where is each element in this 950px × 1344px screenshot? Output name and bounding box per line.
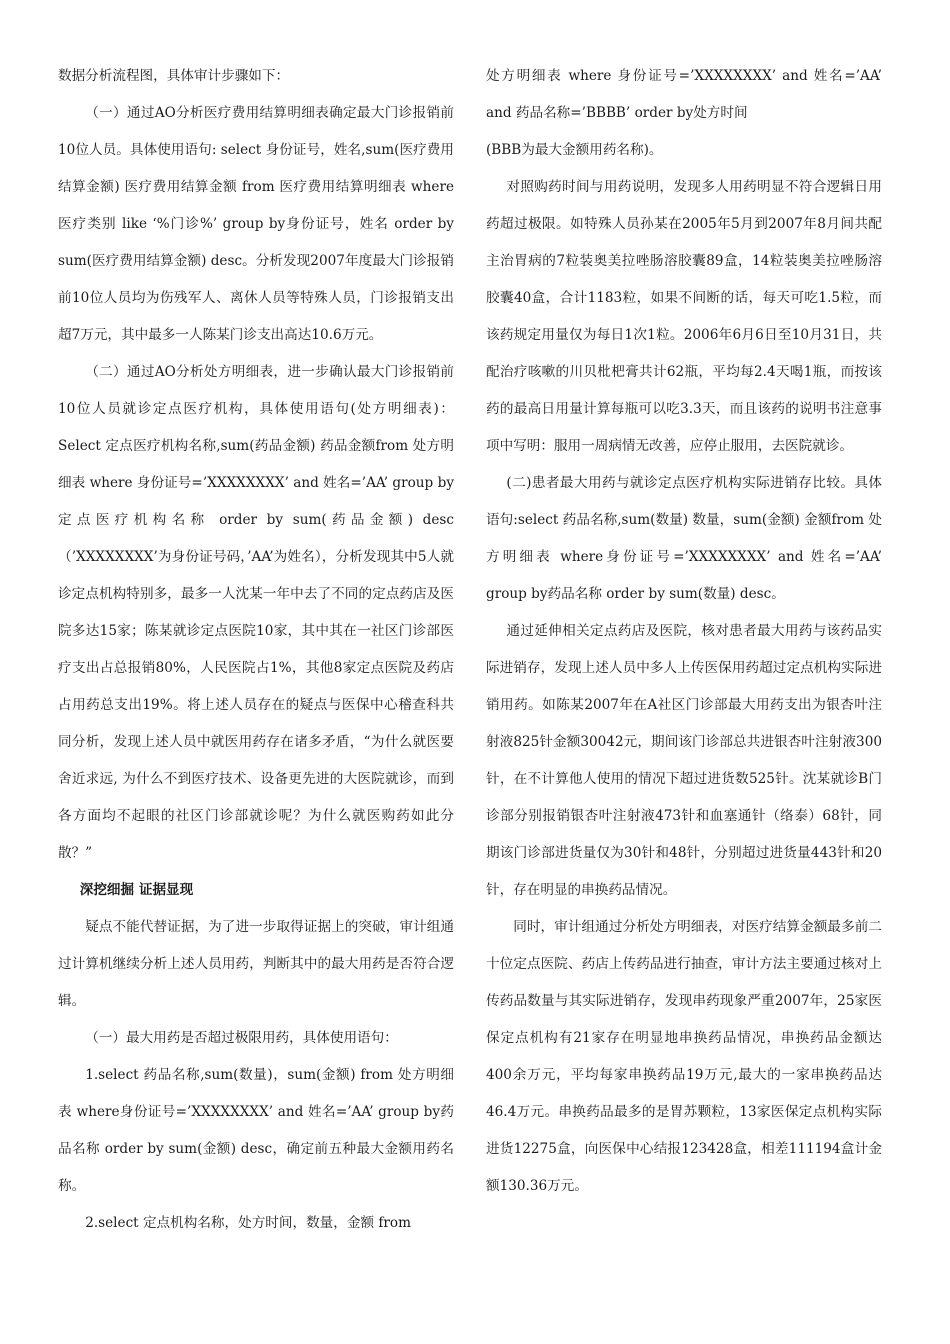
left-column — [58, 58, 454, 1242]
right-column — [486, 58, 882, 1205]
paragraph: 对照购药时间与用药说明，发现多人用药明显不符合逻辑日用药超过极限。如特殊人员孙某在2005年5月到2007年8月间共配主治胃病的7粒装奥美拉唑肠溶胶囊89盒，14粒装奥美拉唑肠溶胶囊40盒，合计1183粒，如果不间断的话，每天可吃1.5粒，而该药规定用量仅为每日1次1粒。2006年6月6日至10月31日，共配治疗咳嗽的川贝枇杷膏共计62瓶，平均每2.4天喝1瓶，而按该药的最高日用量计算每瓶可以吃3.3天，而且该药的说明书注意事项中写明：服用一周病情无改善，应停止服用，去医院就诊。 — [486, 179, 882, 454]
section-heading: 深挖细掘 证据显现 — [79, 882, 194, 898]
paragraph: （一）最大用药是否超过极限用药，具体使用语句： — [85, 1030, 398, 1046]
paragraph: 同时，审计组通过分析处方明细表，对医疗结算金额最多前二十位定点医院、药店上传药品进行抽查，审计方法主要通过核对上传药品数量与其实际进销存，发现串药现象严重2007年，25家医保定点机构有21家存在明显地串换药品情况，串换药品金额达400余万元，平均每家串换药品19万元,最大的一家串换药品达46.4万元。串换药品最多的是胃苏颗粒，13家医保定点机构实际进货12275盒，向医保中心结报123428盒，相差111194盒计金额130.36万元。 — [486, 919, 882, 1194]
paragraph: (BBB为最大金额用药名称)。 — [486, 142, 663, 158]
paragraph: (二)患者最大用药与就诊定点医疗机构实际进销存比较。具体语句:select 药品名称,sum(数量) 数量，sum(金额) 金额from 处方明细表 where身份证号=’XXXXXXXX’ and 姓名=’AA’ group by药品名称 order by sum(数量) desc。 — [486, 475, 882, 602]
paragraph: 数据分析流程图，具体审计步骤如下： — [58, 68, 290, 84]
paragraph: 疑点不能代替证据，为了进一步取得证据上的突破，审计组通过计算机继续分析上述人员用药，判断其中的最大用药是否符合逻辑。 — [58, 919, 454, 1009]
paragraph: 通过延伸相关定点药店及医院，核对患者最大用药与该药品实际进销存，发现上述人员中多人上传医保用药超过定点机构实际进销用药。如陈某2007年在A社区门诊部最大用药支出为银杏叶注射液825针金额30042元，期间该门诊部总共进银杏叶注射液300针，在不计算他人使用的情况下超过进货数525针。沈某就诊B门诊部分别报销银杏叶注射液473针和血塞通针（络泰）68针，同期该门诊部进货量仅为30针和48针，分别超过进货量443针和20针，存在明显的串换药品情况。 — [486, 623, 882, 898]
paragraph: 1.select 药品名称,sum(数量)，sum(金额) from 处方明细表 where身份证号=’XXXXXXXX’ and 姓名=’AA’ group by药品名称 order by sum(金额) desc，确定前五种最大金额用药名称。 — [58, 1067, 454, 1194]
paragraph: （一）通过AO分析医疗费用结算明细表确定最大门诊报销前10位人员。具体使用语句: select 身份证号，姓名,sum(医疗费用结算金额) 医疗费用结算金额 from 医疗费用结算明细表 where 医疗类别 like ‘%门诊%’ group by身份证号，姓名 order by sum(医疗费用结算金额) desc。分析发现2007年度最大门诊报销前10位人员均为伤残军人、离休人员等特殊人员，门诊报销支出超7万元，其中最多一人陈某门诊支出高达10.6万元。 — [58, 105, 454, 343]
paragraph: 2.select 定点机构名称，处方时间，数量，金额 from — [85, 1215, 411, 1231]
paragraph: （二）通过AO分析处方明细表，进一步确认最大门诊报销前10位人员就诊定点医疗机构，具体使用语句(处方明细表)：Select 定点医疗机构名称,sum(药品金额) 药品金额from 处方明细表 where 身份证号=’XXXXXXXX’ and 姓名=’AA’ group by定点医疗机构名称 order by sum(药品金额) desc（’XXXXXXXX’为身份证号码，’AA’为姓名），分析发现其中5人就诊定点机构特别多，最多一人沈某一年中去了不同的定点药店及医院多达15家；陈某就诊定点医院10家，其中其在一社区门诊部医疗支出占总报销80%，人民医院占1%，其他8家定点医院及药店占用药总支出19%。将上述人员存在的疑点与医保中心稽查科共同分析，发现上述人员中就医用药存在诸多矛盾，“为什么就医要舍近求远, 为什么不到医疗技术、设备更先进的大医院就诊，而到各方面均不起眼的社区门诊部就诊呢？为什么就医购药如此分散？” — [58, 364, 454, 861]
paragraph: 处方明细表 where 身份证号=’XXXXXXXX’ and 姓名=’AA’ and 药品名称=’BBBB’ order by处方时间 — [486, 68, 882, 121]
